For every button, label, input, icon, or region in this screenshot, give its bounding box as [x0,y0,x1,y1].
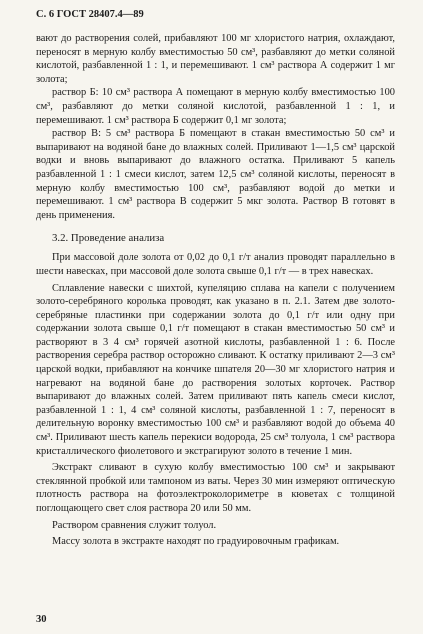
paragraph-solution-v: раствор В: 5 см³ раствора Б помещают в стакан вместимостью 50 см³ и выпаривают на водяной бане до влажных солей. Приливают 1—1,5 см³ царской водки и вновь выпаривают до влажного остатка. Приливают 5 капель разбавленной 1 : 1 смеси кислот, затем 12,5 см³ соляной кислоты, переносят в мерную колбу вместимостью 100 см³, разбавляют водой до метки и перемешивают. 1 см³ раствора В содержит 5 мкг золота. Раствор В готовят в день применения. [36,128,395,221]
paragraph-continuation: вают до растворения солей, прибавляют 100 мг хлористого натрия, охлаждают, переносят в мерную колбу вместимостью 50 см³, разбавляют до метки соляной кислотой, разбавленной 1 : 1, и перемешивают. 1 см³ раствора А содержит 1 мг золота; [36,33,395,85]
paragraph-mass-fraction: При массовой доле золота от 0,02 до 0,1 г/т анализ проводят параллельно в шести навесках, при массовой доле золота свыше 0,1 г/т — в трех навесках. [36,252,395,277]
paragraph-extract: Экстракт сливают в сухую колбу вместимостью 100 см³ и закрывают стеклянной пробкой или тампоном из ваты. Через 30 мин измеряют оптическую плотность раствора на фотоэлектроколориметре в кюветах с толщиной поглощающего свет слоя раствора 20 или 50 мм. [36,462,395,514]
section-number: 3.2. [52,232,69,245]
page-header: С. 6 ГОСТ 28407.4—89 [36,9,144,20]
section-heading [52,231,395,245]
paragraph-solution-b: раствор Б: 10 см³ раствора А помещают в мерную колбу вместимостью 100 см³, разбавляют до метки соляной кислотой, разбавленной 1 : 1, и перемешивают. 1 см³ раствора Б содержит 0,1 мг золота; [36,87,395,126]
paragraph-calibration: Массу золота в экстракте находят по градуировочным графикам. [52,536,340,548]
section-title: Проведение анализа [70,232,165,245]
page-number: 30 [36,614,47,625]
paragraph-reference: Раствором сравнения служит толуол. [52,519,217,531]
paragraph-fusion: Сплавление навески с шихтой, купеляцию сплава на капели с получением золото-серебряного королька проводят, как указано в п. 2.1. Затем две золото-серебряные пластинки при содержании золота до 0,1 г/т или одну при содержании золота свыше 0,1 г/т помещают в стакан вместимостью 50 см³ и растворяют в 3 4 см³ горячей азотной кислоты, разбавленной 1 : 6. После растворения серебра раствор осторожно сливают. К остатку приливают 2—3 см³ царской водки, прибавляют на кончике шпателя 20—30 мг хлористого натрия и нагревают на водяной бане до растворения золотых корточек. Раствор выпаривают до влажных солей. Затем приливают пять капель смеси кислот, разбавленной 1 : 1, 4 см³ соляной кислоты, разбавленной 1 : 7, переносят в делительную воронку вместимостью 100 см³ и разбавляют водой до объема 40 см³. Приливают шесть капель перекиси водорода, 25 см³ толуола, 1 см³ раствора кристаллического фиолетового и экстрагируют золото в течение 1 мин. [36,282,395,457]
